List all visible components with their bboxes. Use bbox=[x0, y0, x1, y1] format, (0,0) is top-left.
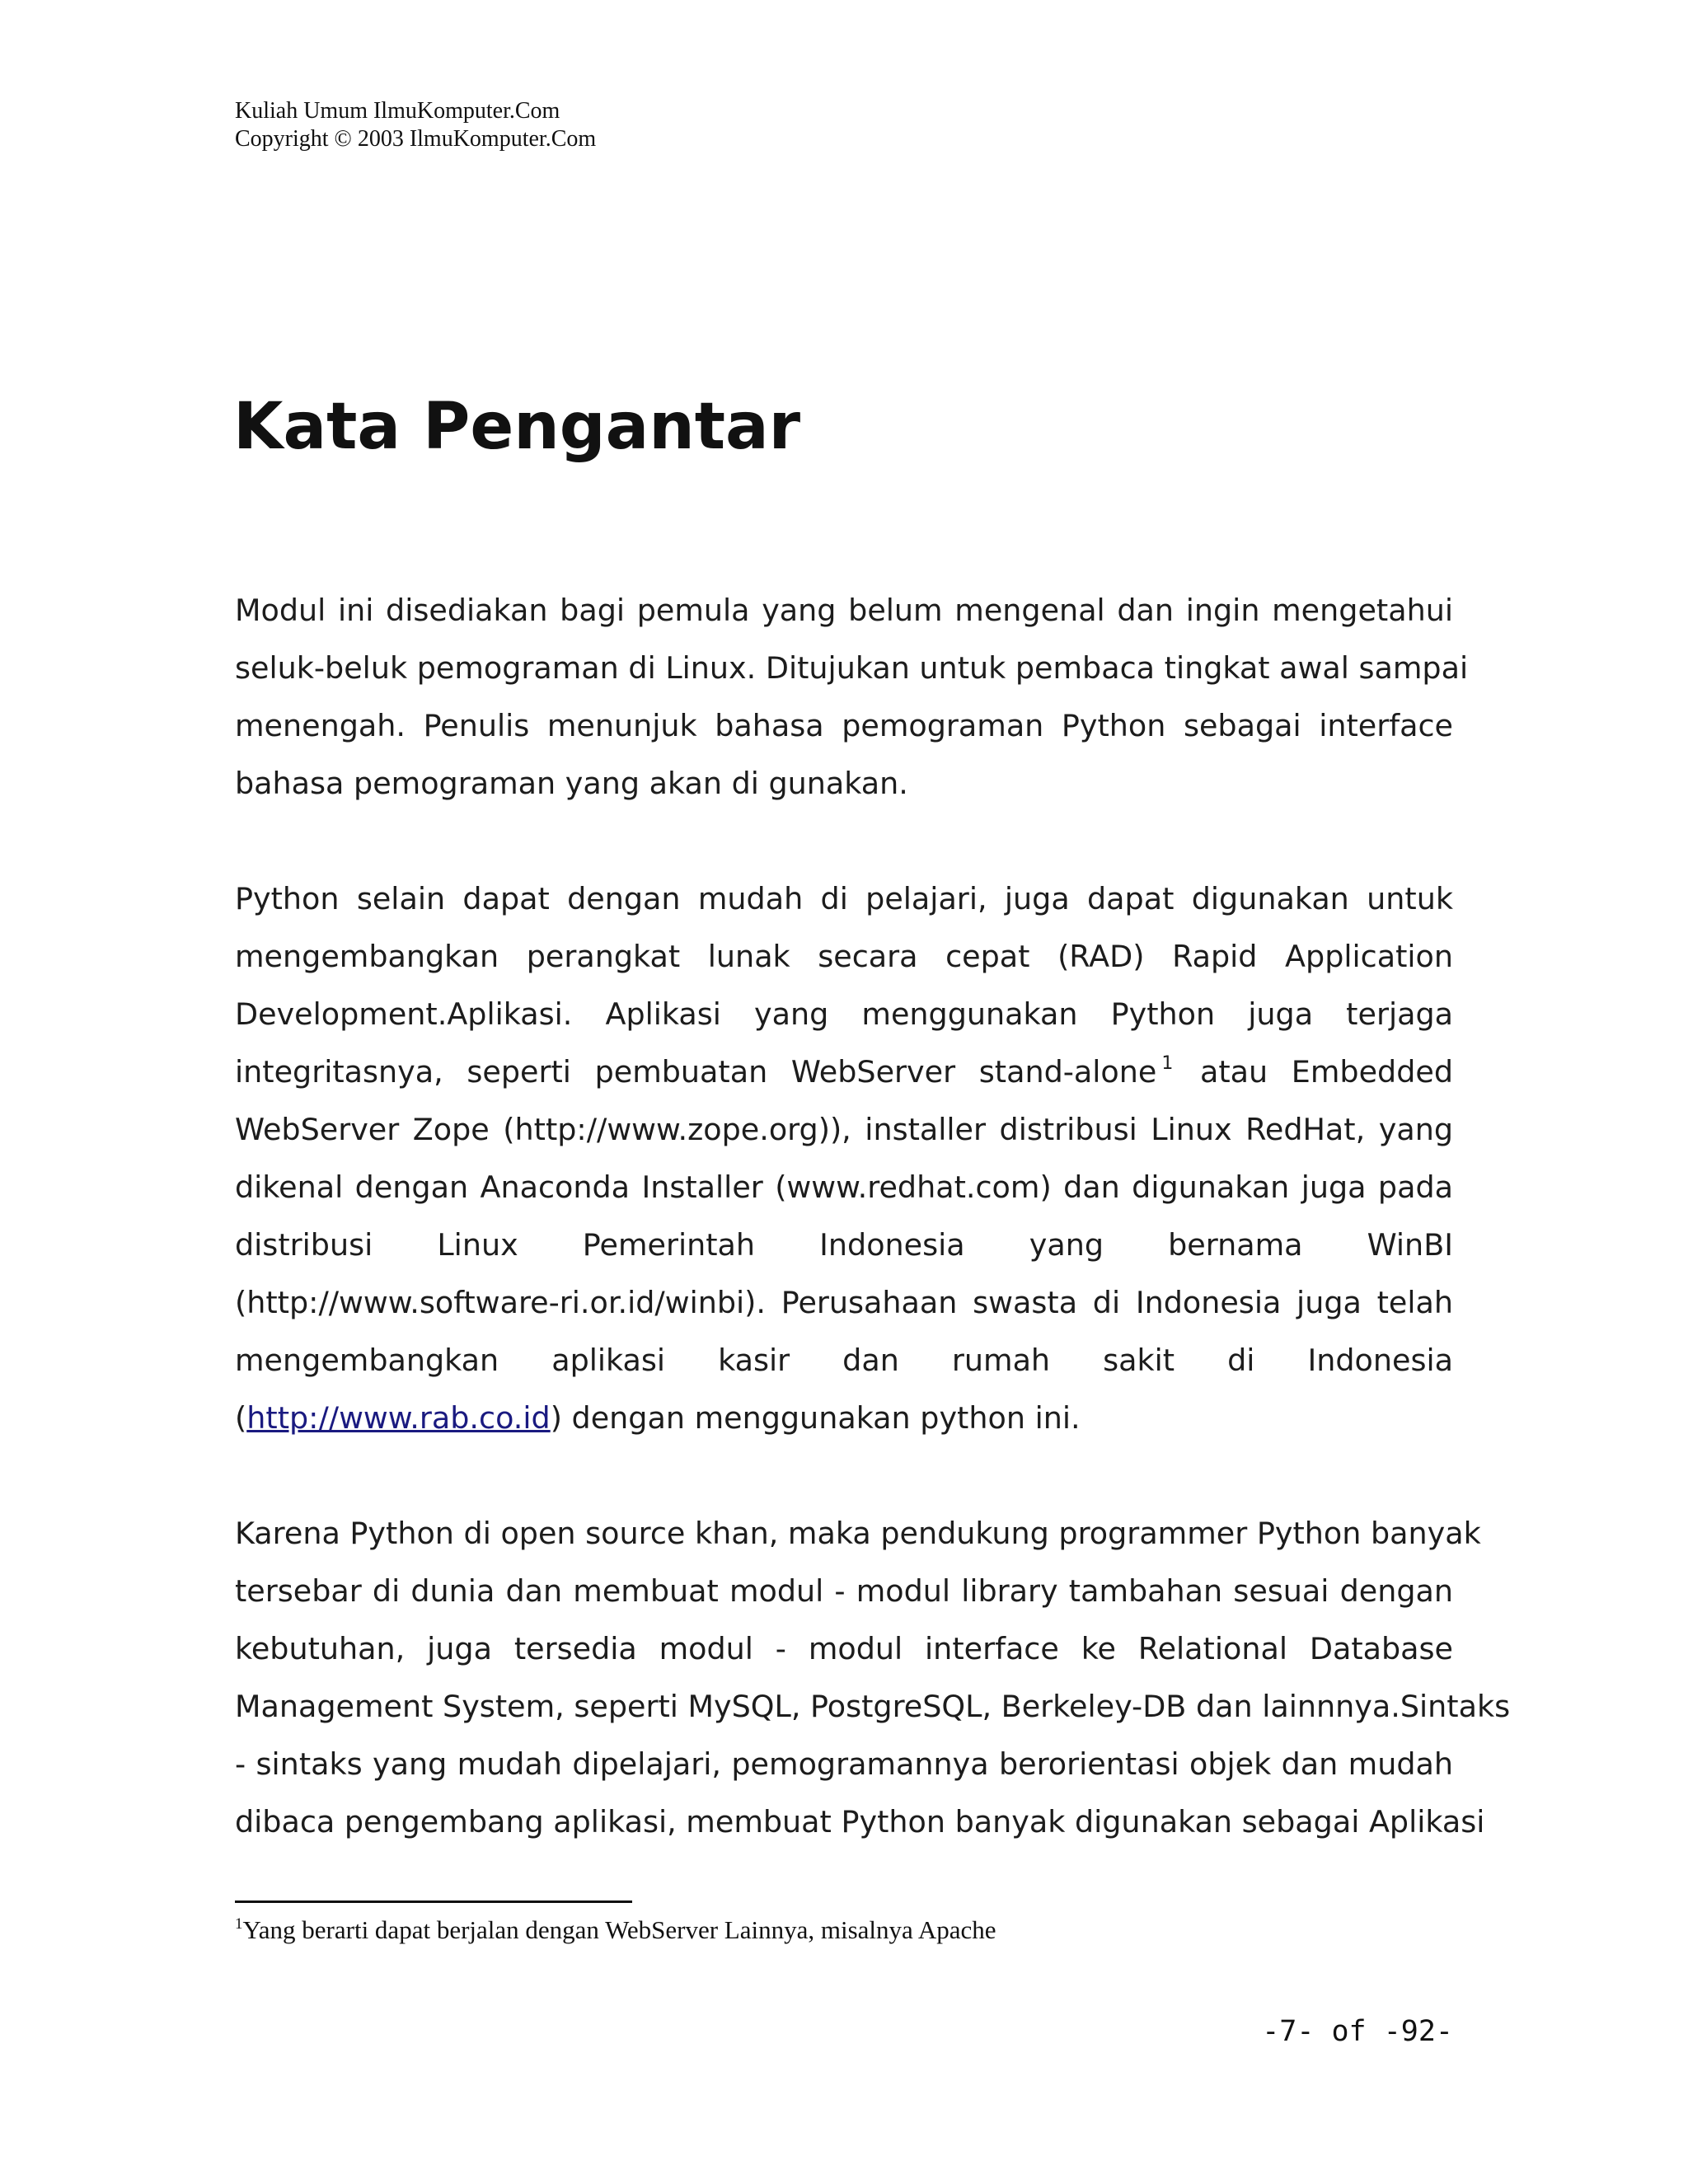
paragraph-python bbox=[235, 870, 1453, 1447]
paragraph-line: seluk-beluk pemograman di Linux. Ditujukan untuk pembaca tingkat awal sampai bbox=[235, 650, 1469, 686]
footnote bbox=[235, 1914, 996, 1951]
header-course-title: Kuliah Umum IlmuKomputer.Com bbox=[235, 98, 560, 124]
paragraph-text: ( bbox=[235, 1400, 247, 1436]
paragraph-line-with-footnote bbox=[235, 1043, 1453, 1101]
paragraph-line: kebutuhan, juga tersedia modul - modul interface ke Relational Database bbox=[235, 1631, 1453, 1666]
paragraph-line: (http://www.software-ri.or.id/winbi). Perusahaan swasta di Indonesia juga telah bbox=[235, 1285, 1453, 1320]
paragraph-line: Development.Aplikasi. Aplikasi yang menggunakan Python juga terjaga bbox=[235, 996, 1453, 1032]
footnote-divider bbox=[235, 1900, 632, 1903]
paragraph-line: Python selain dapat dengan mudah di pelajari, juga dapat digunakan untuk bbox=[235, 881, 1453, 916]
paragraph-line: Management System, seperti MySQL, PostgreSQL, Berkeley-DB dan lainnnya.Sintaks bbox=[235, 1689, 1511, 1724]
paragraph-line: Modul ini disediakan bagi pemula yang belum mengenal dan ingin mengetahui bbox=[235, 593, 1453, 628]
paragraph-line: - sintaks yang mudah dipelajari, pemogramannya berorientasi objek dan mudah bbox=[235, 1746, 1453, 1782]
paragraph-line: dibaca pengembang aplikasi, membuat Python banyak digunakan sebagai Aplikasi bbox=[235, 1804, 1485, 1840]
paragraph-line: dikenal dengan Anaconda Installer (www.redhat.com) dan digunakan juga pada bbox=[235, 1169, 1453, 1205]
paragraph-text: atau Embedded bbox=[1199, 1054, 1453, 1090]
paragraph-line-with-link bbox=[235, 1390, 1453, 1447]
header-copyright: Copyright © 2003 IlmuKomputer.Com bbox=[235, 126, 597, 152]
page-title: Kata Pengantar bbox=[233, 390, 801, 464]
paragraph-line: WebServer Zope (http://www.zope.org)), installer distribusi Linux RedHat, yang bbox=[235, 1112, 1453, 1147]
rab-link[interactable]: http://www.rab.co.id bbox=[246, 1400, 551, 1436]
paragraph-line: mengembangkan aplikasi kasir dan rumah sakit di Indonesia bbox=[235, 1343, 1453, 1378]
paragraph-line: Karena Python di open source khan, maka pendukung programmer Python banyak bbox=[235, 1516, 1481, 1551]
footnote-number: 1 bbox=[235, 1915, 243, 1933]
page-number: -7- of -92- bbox=[1262, 2015, 1453, 2048]
paragraph-intro bbox=[235, 582, 1469, 813]
paragraph-line: menengah. Penulis menunjuk bahasa pemograman Python sebagai interface bbox=[235, 708, 1453, 743]
page-header bbox=[235, 97, 596, 153]
paragraph-text: ) dengan menggunakan python ini. bbox=[550, 1400, 1081, 1436]
footnote-marker[interactable]: 1 bbox=[1161, 1053, 1174, 1074]
paragraph-line: bahasa pemograman yang akan di gunakan. bbox=[235, 766, 908, 801]
paragraph-line: mengembangkan perangkat lunak secara cepat (RAD) Rapid Application bbox=[235, 939, 1453, 974]
paragraph-line: tersebar di dunia dan membuat modul - modul library tambahan sesuai dengan bbox=[235, 1573, 1453, 1609]
paragraph-text: integritasnya, seperti pembuatan WebServer stand-alone bbox=[235, 1054, 1157, 1090]
paragraph-line: distribusi Linux Pemerintah Indonesia yang bernama WinBI bbox=[235, 1227, 1453, 1263]
footnote-text: Yang berarti dapat berjalan dengan WebServer Lainnya, misalnya Apache bbox=[242, 1915, 996, 1944]
paragraph-open-source bbox=[235, 1505, 1511, 1851]
